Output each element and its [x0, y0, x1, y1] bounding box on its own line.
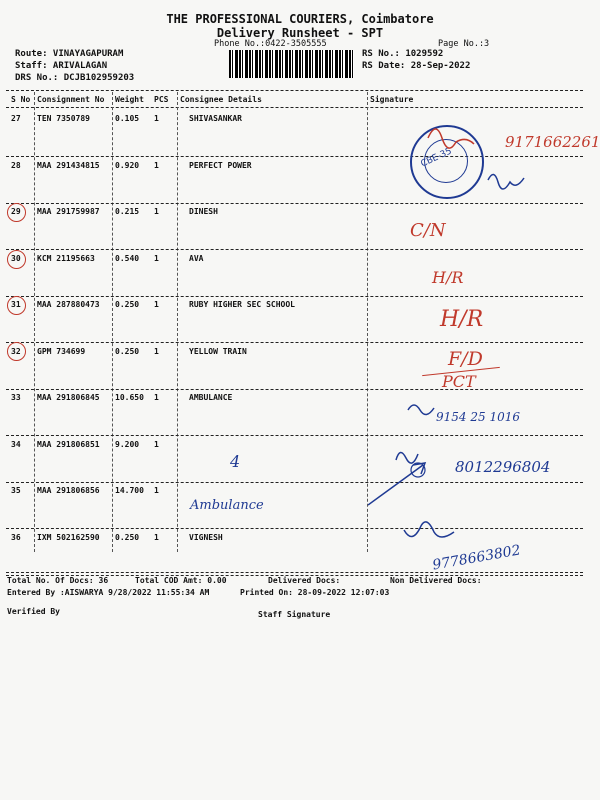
- handwritten-phone-2: 9154 25 1016: [436, 410, 520, 424]
- cell-pcs: 1: [154, 393, 159, 402]
- entered-by: Entered By :AISWARYA 9/28/2022 11:55:34 AM: [7, 588, 210, 597]
- cell-consignment: MAA 291806851: [37, 440, 100, 449]
- cell-consignment: MAA 291759987: [37, 207, 100, 216]
- cell-sno: 28: [11, 161, 21, 170]
- staff: Staff: ARIVALAGAN: [15, 61, 108, 71]
- cell-consignment: MAA 291806856: [37, 486, 100, 495]
- cell-pcs: 1: [154, 300, 159, 309]
- handwritten-phone-3: 8012296804: [455, 458, 551, 476]
- handwritten-cn: C/N: [410, 220, 446, 241]
- rs-number: RS No.: 1029592: [362, 49, 444, 59]
- cell-weight: 0.250: [115, 347, 140, 356]
- runsheet-subtitle: Delivery Runsheet - SPT: [216, 26, 384, 40]
- signature-scribbles: [368, 110, 598, 580]
- cell-weight: 14.700: [115, 486, 144, 495]
- cell-consignment: GPM 734699: [37, 347, 86, 356]
- drs-number: DRS No.: DCJB102959203: [15, 73, 135, 83]
- handwritten-note-4: 4: [230, 452, 241, 471]
- cell-sno: 35: [11, 486, 21, 495]
- cell-consignee: DINESH: [189, 207, 218, 216]
- header-rule-bottom: [6, 107, 583, 108]
- cell-pcs: 1: [154, 254, 159, 263]
- handwritten-hr-2: H/R: [440, 307, 484, 332]
- cell-sno: 36: [11, 533, 21, 542]
- col-consignee: Consignee Details: [180, 95, 262, 104]
- signature-row-33: [408, 405, 434, 415]
- cell-weight: 9.200: [115, 440, 140, 449]
- cell-consignee: AVA: [189, 254, 204, 263]
- cell-sno: 31: [11, 300, 21, 309]
- signature-row-35: [396, 452, 418, 463]
- signature-row-36: [404, 522, 454, 537]
- cell-pcs: 1: [154, 486, 159, 495]
- circle-mark: [7, 250, 26, 269]
- col-separator: [177, 92, 178, 552]
- cell-pcs: 1: [154, 207, 159, 216]
- cell-consignee: YELLOW TRAIN: [189, 347, 247, 356]
- cell-consignee: RUBY HIGHER SEC SCHOOL: [189, 300, 295, 309]
- page-number: Page No.:3: [438, 39, 490, 49]
- cell-consignee: VIGNESH: [189, 533, 223, 542]
- staff-signature: Staff Signature: [258, 610, 331, 619]
- circle-mark: [7, 203, 26, 222]
- cell-weight: 0.920: [115, 161, 140, 170]
- cell-sno: 32: [11, 347, 21, 356]
- cell-consignment: KCM 21195663: [37, 254, 95, 263]
- cell-consignee: PERFECT POWER: [189, 161, 252, 170]
- header-rule-top: [6, 90, 583, 91]
- handwritten-pct: PCT: [442, 372, 476, 391]
- cell-pcs: 1: [154, 161, 159, 170]
- handwritten-hr-1: H/R: [432, 268, 464, 287]
- col-separator: [34, 92, 35, 552]
- cell-sno: 34: [11, 440, 21, 449]
- col-signature: Signature: [370, 95, 414, 104]
- circle-mark: [7, 342, 26, 361]
- cell-sno: 27: [11, 114, 21, 123]
- col-sno: S No: [11, 95, 31, 104]
- cell-weight: 10.650: [115, 393, 144, 402]
- signature-row-27: [428, 129, 474, 148]
- cell-consignment: MAA 287880473: [37, 300, 100, 309]
- cell-pcs: 1: [154, 114, 159, 123]
- phone-number: Phone No.:0422-3505555: [214, 39, 327, 49]
- total-cod: Total COD Amt: 0.00: [135, 576, 227, 585]
- cell-weight: 0.215: [115, 207, 140, 216]
- signature-row-28: [488, 174, 524, 189]
- cell-consignment: IXM 502162590: [37, 533, 100, 542]
- company-title: THE PROFESSIONAL COURIERS, Coimbatore: [166, 12, 434, 26]
- non-delivered-docs: Non Delivered Docs:: [390, 576, 482, 585]
- handwritten-phone-4: 9778663802: [431, 542, 522, 574]
- route: Route: VINAYAGAPURAM: [15, 49, 124, 59]
- circle-mark: [7, 296, 26, 315]
- cell-pcs: 1: [154, 533, 159, 542]
- cell-sno: 30: [11, 254, 21, 263]
- cell-pcs: 1: [154, 440, 159, 449]
- barcode: [229, 50, 354, 78]
- cell-consignment: MAA 291806845: [37, 393, 100, 402]
- col-pcs: PCS: [154, 95, 169, 104]
- delivered-docs: Delivered Docs:: [268, 576, 341, 585]
- cell-consignment: TEN 7350789: [37, 114, 90, 123]
- cell-pcs: 1: [154, 347, 159, 356]
- cell-consignee: SHIVASANKAR: [189, 114, 242, 123]
- total-docs: Total No. Of Docs: 36: [7, 576, 109, 585]
- cell-consignment: MAA 291434815: [37, 161, 100, 170]
- cell-weight: 0.250: [115, 533, 140, 542]
- verified-by: Verified By: [7, 607, 60, 616]
- delivery-arrow: [368, 465, 423, 505]
- cell-weight: 0.540: [115, 254, 140, 263]
- footer-rule: [6, 572, 583, 573]
- printed-on: Printed On: 28-09-2022 12:07:03: [240, 588, 390, 597]
- cell-consignee: AMBULANCE: [189, 393, 233, 402]
- handwritten-fd: F/D: [448, 348, 483, 370]
- col-separator: [112, 92, 113, 552]
- handwritten-ambulance: Ambulance: [190, 498, 264, 513]
- cell-sno: 29: [11, 207, 21, 216]
- rs-date: RS Date: 28-Sep-2022: [362, 61, 471, 71]
- cell-weight: 0.105: [115, 114, 140, 123]
- cell-sno: 33: [11, 393, 21, 402]
- col-weight: Weight: [115, 95, 144, 104]
- handwritten-phone-1: 9171662261: [505, 133, 600, 151]
- stamp-text: CBE-35: [419, 146, 454, 170]
- col-consignment: Consignment No: [37, 95, 105, 104]
- cell-weight: 0.250: [115, 300, 140, 309]
